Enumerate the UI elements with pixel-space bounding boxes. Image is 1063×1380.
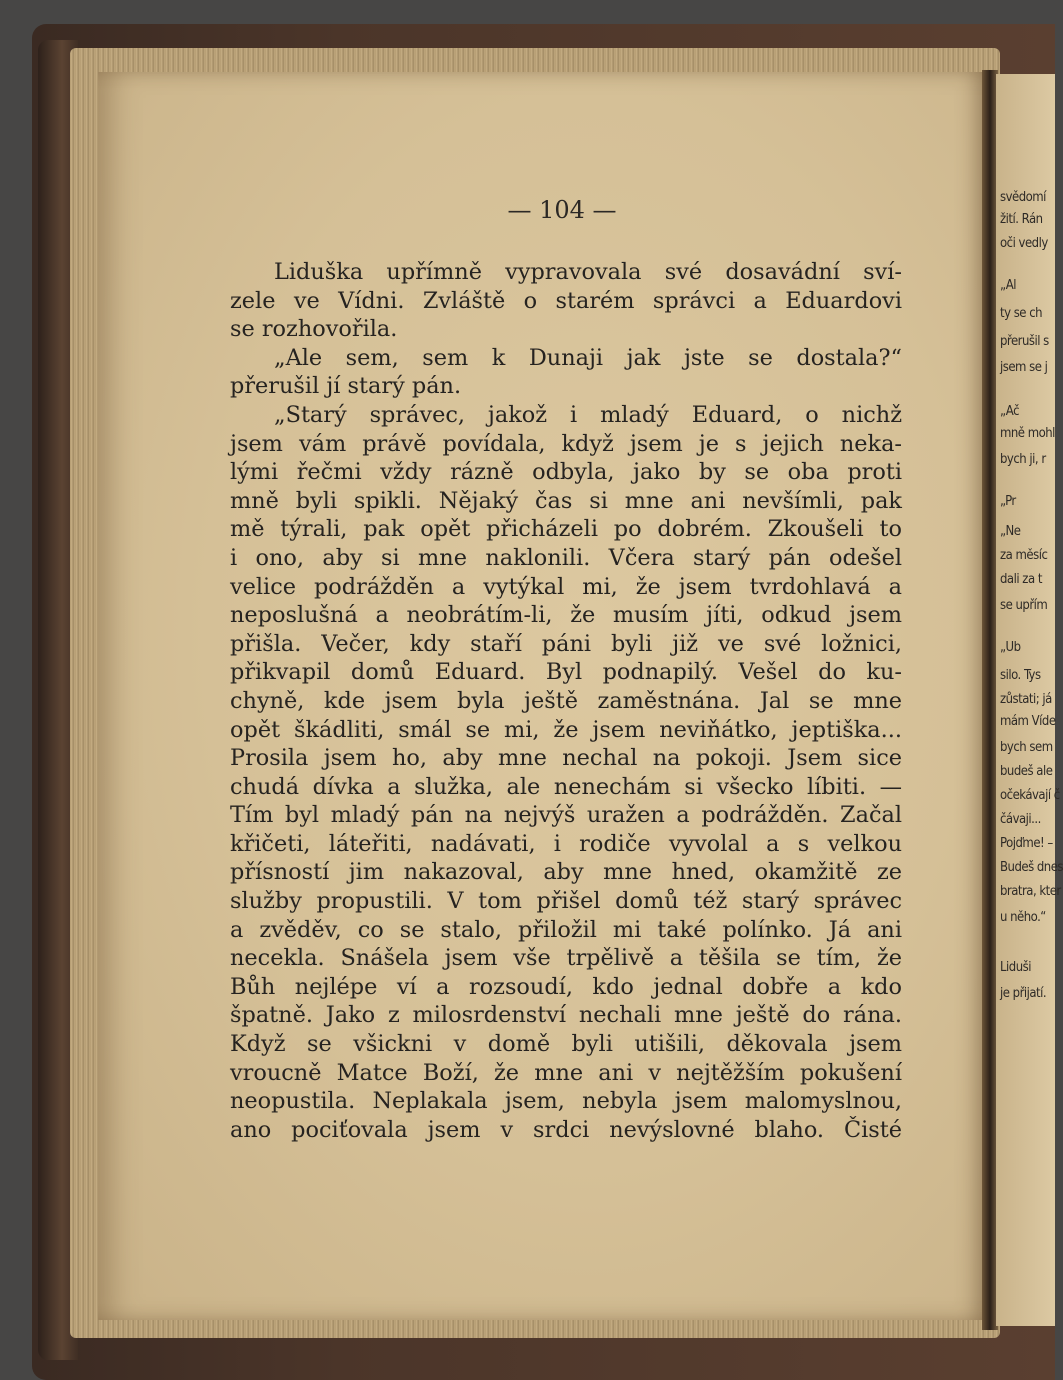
text-line: špatně. Jako z milosrdenství nechali mne ještě do rána. (230, 1002, 902, 1029)
text-line: i ono, aby si mne naklonili. Včera starý pán odešel (230, 544, 902, 571)
text-line: se rozhovořila. (230, 316, 398, 343)
facing-page-text-fragment: silo. Tys (1000, 668, 1041, 683)
text-line: Když se všickni v domě byli utišili, děkovala jsem (230, 1031, 902, 1058)
text-line: Prosila jsem ho, aby mne nechal na pokoji. Jsem sice (230, 745, 902, 772)
facing-page-text-fragment: dali za t (1000, 572, 1042, 587)
text-line: služby propustili. V tom přišel domů též starý správec (230, 888, 902, 915)
facing-page-text-fragment: za měsíc (1000, 548, 1048, 563)
facing-page-text-fragment: se upřím (1000, 598, 1048, 613)
text-line: necekla. Snášela jsem vše trpělivě a těšila se tím, že (230, 945, 902, 972)
facing-page-text-fragment: čávaji... (1000, 812, 1041, 827)
facing-page-text-fragment: bych ji, r (1000, 452, 1046, 467)
text-line: opět škádliti, smál se mi, že jsem neviňátko, jeptiška... (230, 716, 902, 743)
text-line: velice podrážděn a vytýkal mi, že jsem tvrdohlavá a (230, 573, 902, 600)
text-line: neposlušná a neobrátím-li, že musím jíti, odkud jsem (230, 602, 902, 629)
text-line: Bůh nejlépe ví a rozsoudí, kdo jednal dobře a kdo (230, 973, 902, 1000)
facing-page-text-fragment: žití. Rán (1000, 212, 1043, 227)
body-text (230, 258, 902, 1144)
text-line: zele ve Vídni. Zvláště o starém správci a Eduardovi (230, 287, 902, 314)
text-line: chyně, kde jsem byla ještě zaměstnána. Jal se mne (230, 687, 902, 714)
facing-page-edge (996, 74, 1063, 1326)
facing-page-text-fragment: zůstati; já (1000, 692, 1052, 707)
text-line: chudá dívka a služka, ale nenechám si všecko líbiti. — (230, 773, 902, 800)
page-number: — 104 — (507, 196, 617, 224)
facing-page-text-fragment: bratra, kter (1000, 884, 1061, 899)
facing-page-text-fragment: u něho.“ (1000, 910, 1046, 925)
facing-page-text-fragment: mám Víde (1000, 714, 1056, 729)
text-line: neopustila. Neplakala jsem, nebyla jsem malomyslnou, (230, 1088, 902, 1115)
text-line: a zvěděv, co se stalo, přiložil mi také polínko. Já ani (230, 916, 902, 943)
facing-page-text-fragment: „Ub (1000, 640, 1021, 655)
text-line: jsem vám právě povídala, když jsem je s jejich neka- (230, 430, 902, 457)
facing-page-text-fragment: mně mohl (1000, 426, 1055, 441)
text-line: mně byli spikli. Nějaký čas si mne ani nevšímli, pak (230, 487, 902, 514)
facing-page-text-fragment: „Ne (1000, 524, 1021, 539)
facing-page-text-fragment: je přijatí. (1000, 986, 1047, 1001)
facing-page-text-fragment: jsem se j (1000, 360, 1048, 375)
facing-page-text-fragment: „Al (1000, 278, 1017, 293)
facing-page-text-fragment: oči vedly (1000, 236, 1048, 251)
facing-page-text-fragment: Liduši (1000, 960, 1031, 975)
facing-page-text-fragment: „Pr (1000, 494, 1016, 509)
text-line: přikvapil domů Eduard. Byl podnapilý. Vešel do ku- (230, 659, 902, 686)
facing-page-text-fragment: bych sem (1000, 740, 1053, 755)
text-line: Liduška upřímně vypravovala své dosavádní sví- (274, 259, 902, 285)
text-line: Tím byl mladý pán na nejvýš uražen a podrážděn. Začal (230, 802, 902, 829)
facing-page-text-fragment: Pojďme! – (1000, 836, 1053, 851)
text-line: přerušil jí starý pán. (230, 373, 462, 400)
text-line: přišla. Večer, kdy staří páni byli již ve své ložnici, (230, 630, 902, 657)
text-line: křičeti, láteřiti, nadávati, i rodiče vyvolal a s velkou (230, 830, 902, 857)
text-line: přísností jim nakazoval, aby mne hned, okamžitě ze (230, 859, 902, 886)
facing-page-text-fragment: očekávají č (1000, 788, 1060, 803)
text-line: vroucně Matce Boží, že mne ani v nejtěžším pokušení (230, 1059, 902, 1086)
text-line: lými řečmi vždy rázně odbyla, jako by se oba proti (230, 459, 902, 486)
facing-page-text-fragment: Budeš dnes (1000, 860, 1063, 875)
text-line: „Starý správec, jakož i mladý Eduard, o nichž (274, 401, 902, 428)
text-line: „Ale sem, sem k Dunaji jak jste se dostala?“ (274, 344, 902, 371)
facing-page-text-fragment: svědomí (1000, 190, 1046, 205)
text-line: ano pociťovala jsem v srdci nevýslovné blaho. Čisté (230, 1116, 902, 1143)
facing-page-text-fragment: přerušil s (1000, 334, 1049, 349)
facing-page-text-fragment: ty se ch (1000, 306, 1043, 321)
text-line: mě týrali, pak opět přicházeli po dobrém. Zkoušeli to (230, 516, 902, 543)
facing-page-text-fragment: „Ač (1000, 404, 1019, 419)
facing-page-text-fragment: budeš ale (1000, 764, 1053, 779)
